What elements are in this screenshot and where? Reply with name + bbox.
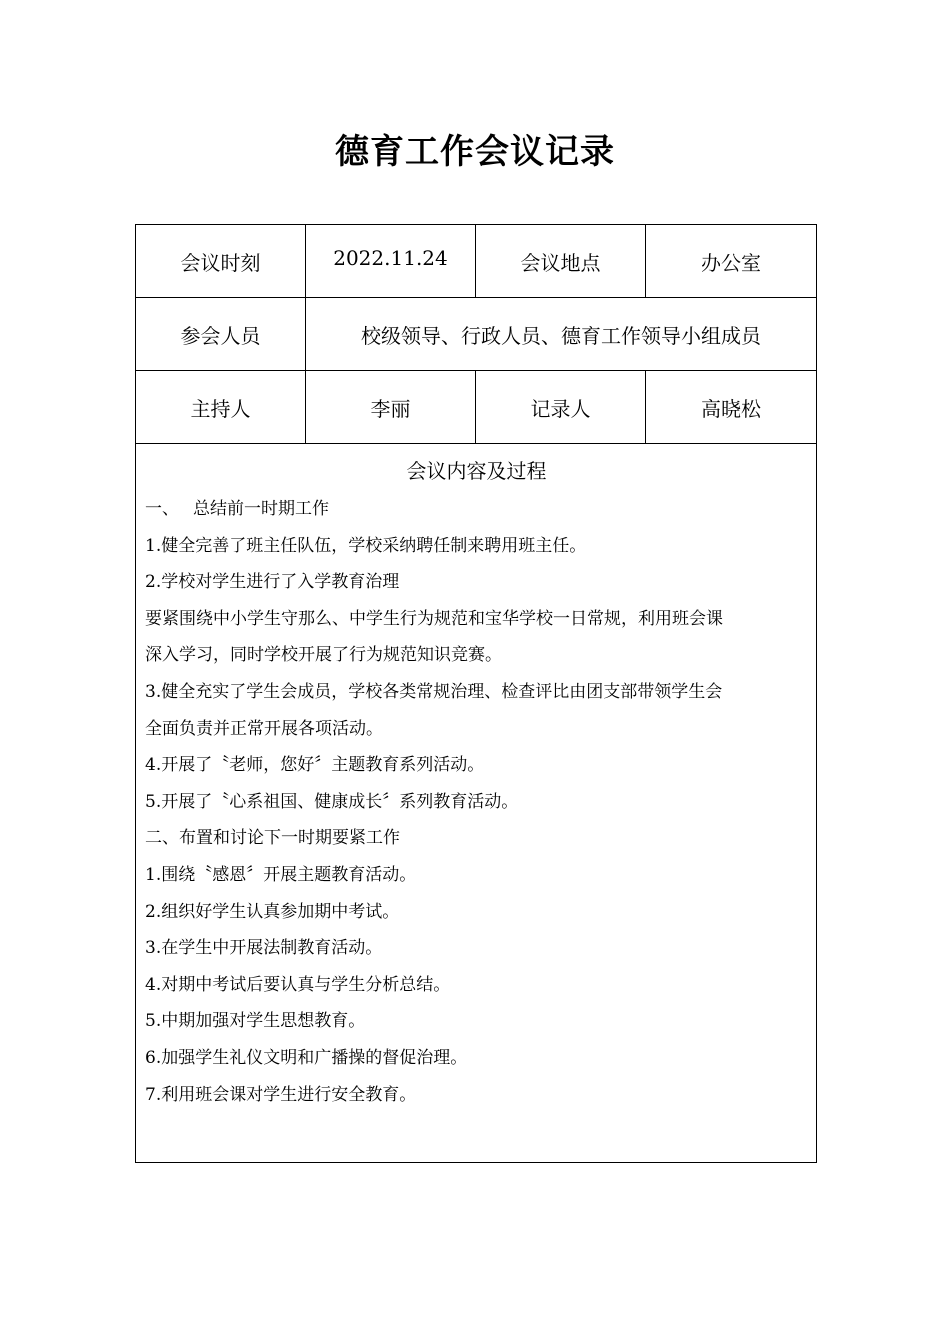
list-item: 1.健全完善了班主任队伍，学校采纳聘任制来聘用班主任。 xyxy=(145,535,587,556)
meeting-place-value: 办公室 xyxy=(646,225,817,298)
list-item: 深入学习，同时学校开展了行为规范知识竞赛。 xyxy=(145,645,502,666)
list-item: 7.利用班会课对学生进行安全教育。 xyxy=(145,1084,417,1105)
list-item: 4.对期中考试后要认真与学生分析总结。 xyxy=(145,974,451,995)
list-item: 2.组织好学生认真参加期中考试。 xyxy=(145,901,400,922)
section-title: 总结前一时期工作 xyxy=(193,499,329,519)
list-item: 6.加强学生礼仪文明和广播操的督促治理。 xyxy=(145,1047,468,1068)
list-item: 2.学校对学生进行了入学教育治理 xyxy=(145,572,400,593)
meeting-time-label: 会议时刻 xyxy=(136,225,306,298)
table-row xyxy=(136,298,817,371)
list-item: 要紧围绕中小学生守那么、中学生行为规范和宝华学校一日常规，利用班会课 xyxy=(145,608,723,629)
attendees-label: 参会人员 xyxy=(136,298,306,371)
content-list xyxy=(145,491,808,1113)
host-value: 李丽 xyxy=(306,371,476,444)
table-row xyxy=(136,225,817,298)
list-item: 3.在学生中开展法制教育活动。 xyxy=(145,938,383,959)
recorder-value: 高晓松 xyxy=(646,371,817,444)
list-item: 全面负责并正常开展各项活动。 xyxy=(145,718,383,739)
list-item: 二、布置和讨论下一时期要紧工作 xyxy=(145,828,400,849)
list-item: 1.围绕〝感恩〞开展主题教育活动。 xyxy=(145,864,417,885)
meeting-record-table xyxy=(135,224,817,1163)
meeting-time-value: 2022.11.24 xyxy=(333,246,448,270)
document-title: 德育工作会议记录 xyxy=(335,132,615,172)
list-item: 5.开展了〝心系祖国、健康成长〞系列教育活动。 xyxy=(145,791,519,812)
attendees-value: 校级领导、行政人员、德育工作领导小组成员 xyxy=(306,298,817,371)
meeting-content-cell xyxy=(136,444,817,1163)
table-row xyxy=(136,444,817,1163)
meeting-time-cell xyxy=(306,225,476,298)
content-heading: 会议内容及过程 xyxy=(406,459,547,483)
recorder-label: 记录人 xyxy=(476,371,646,444)
meeting-place-label: 会议地点 xyxy=(476,225,646,298)
host-label: 主持人 xyxy=(136,371,306,444)
list-item: 5.中期加强对学生思想教育。 xyxy=(145,1011,366,1032)
section-number: 一、 xyxy=(145,499,179,519)
table-row xyxy=(136,371,817,444)
list-item: 4.开展了〝老师，您好〞主题教育系列活动。 xyxy=(145,755,485,776)
list-item: 3.健全充实了学生会成员，学校各类常规治理、检查评比由团支部带领学生会 xyxy=(145,681,723,702)
list-item xyxy=(145,491,808,528)
